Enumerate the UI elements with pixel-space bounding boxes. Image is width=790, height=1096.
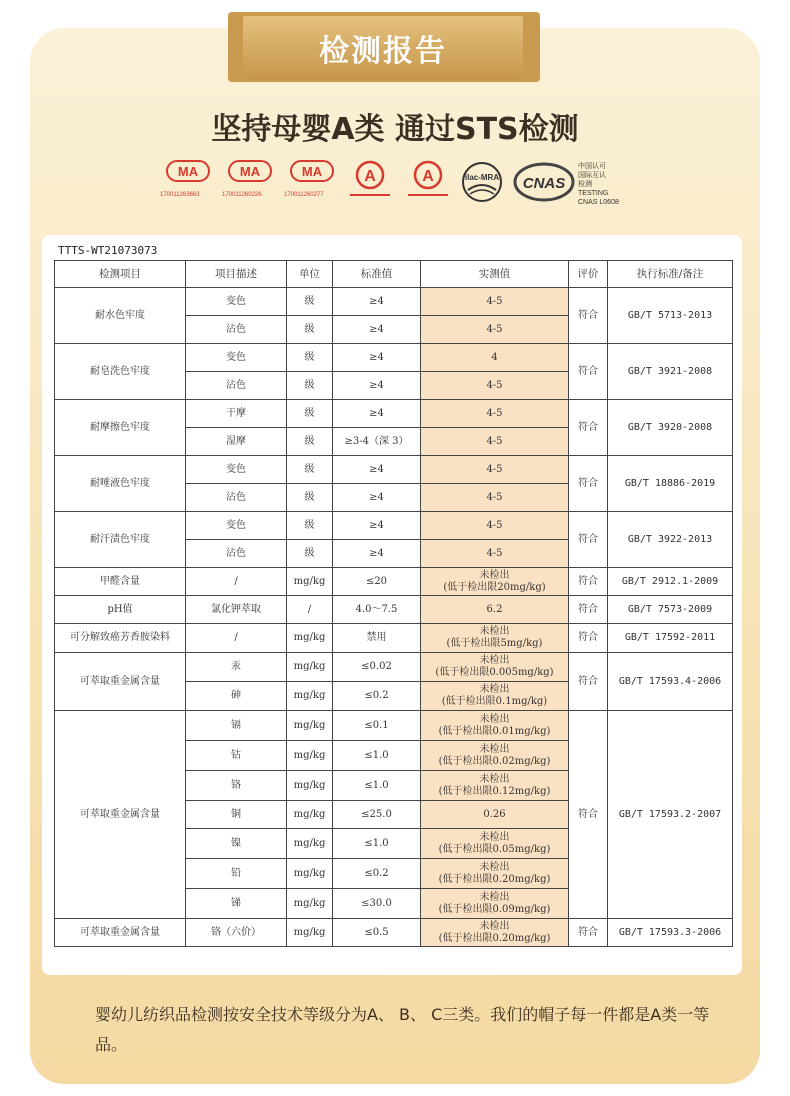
unit-cell: mg/kg — [287, 889, 333, 919]
unit-cell: mg/kg — [287, 653, 333, 682]
standard-value-cell: ≤25.0 — [333, 801, 421, 829]
measured-value-cell: 4-5 — [421, 316, 569, 344]
standard-value-cell: ≥4 — [333, 372, 421, 400]
standard-note-cell: GB/T 2912.1-2009 — [608, 568, 733, 596]
cma-number: 170011260277 — [284, 192, 324, 198]
evaluation-cell: 符合 — [569, 919, 608, 947]
test-item-cell: 可萃取重金属含量 — [55, 919, 186, 947]
certification-logos — [160, 160, 640, 208]
measured-value-cell: 未检出 (低于检出限5mg/kg) — [421, 624, 569, 653]
table-row — [55, 400, 733, 428]
standard-note-cell: GB/T 17593.4-2006 — [608, 653, 733, 711]
standard-value-cell: ≤0.2 — [333, 859, 421, 889]
standard-note-cell: GB/T 17592-2011 — [608, 624, 733, 653]
cma-mark-icon: MA — [228, 160, 272, 182]
unit-cell: / — [287, 596, 333, 624]
cma-mark-icon: MA — [290, 160, 334, 182]
svg-text:ilac-MRA: ilac-MRA — [464, 173, 500, 182]
measured-value-cell: 未检出 (低于检出限20mg/kg) — [421, 568, 569, 596]
table-row — [55, 344, 733, 372]
standard-value-cell: ≥4 — [333, 316, 421, 344]
column-header: 执行标准/备注 — [608, 261, 733, 288]
measured-value-cell: 4-5 — [421, 512, 569, 540]
unit-cell: 级 — [287, 484, 333, 512]
unit-cell: mg/kg — [287, 771, 333, 801]
standard-note-cell: GB/T 18886-2019 — [608, 456, 733, 512]
evaluation-cell: 符合 — [569, 344, 608, 400]
cma-logo — [222, 160, 272, 198]
report-number: TTTS-WT21073073 — [58, 244, 158, 257]
description-cell: 铅 — [186, 859, 287, 889]
standard-value-cell: ≥4 — [333, 540, 421, 568]
unit-cell: mg/kg — [287, 829, 333, 859]
standard-value-cell: ≥4 — [333, 288, 421, 316]
column-header: 实测值 — [421, 261, 569, 288]
description-cell: 砷 — [186, 682, 287, 711]
standard-note-cell: GB/T 3922-2013 — [608, 512, 733, 568]
unit-cell: 级 — [287, 372, 333, 400]
table-row — [55, 512, 733, 540]
evaluation-cell: 符合 — [569, 711, 608, 919]
table-row — [55, 653, 733, 682]
measured-value-cell: 未检出 (低于检出限0.1mg/kg) — [421, 682, 569, 711]
standard-value-cell: ≤0.5 — [333, 919, 421, 947]
measured-value-cell: 未检出 (低于检出限0.005mg/kg) — [421, 653, 569, 682]
test-item-cell: 耐摩擦色牢度 — [55, 400, 186, 456]
description-cell: 沾色 — [186, 316, 287, 344]
measured-value-cell: 未检出 (低于检出限0.02mg/kg) — [421, 741, 569, 771]
evaluation-cell: 符合 — [569, 653, 608, 711]
cnas-logo — [512, 160, 576, 208]
column-header: 项目描述 — [186, 261, 287, 288]
unit-cell: mg/kg — [287, 568, 333, 596]
cma-number: 170011263663 — [160, 192, 200, 198]
evaluation-cell: 符合 — [569, 512, 608, 568]
measured-value-cell: 4-5 — [421, 428, 569, 456]
standard-note-cell: GB/T 3920-2008 — [608, 400, 733, 456]
test-item-cell: 耐皂洗色牢度 — [55, 344, 186, 400]
svg-text:A: A — [364, 168, 376, 185]
standard-value-cell: ≥4 — [333, 512, 421, 540]
unit-cell: 级 — [287, 344, 333, 372]
section-banner: 检测报告 — [243, 16, 523, 80]
test-item-cell: 耐汗渍色牢度 — [55, 512, 186, 568]
measured-value-cell: 4-5 — [421, 484, 569, 512]
standard-value-cell: ≥4 — [333, 456, 421, 484]
measured-value-cell: 未检出 (低于检出限0.01mg/kg) — [421, 711, 569, 741]
evaluation-cell: 符合 — [569, 624, 608, 653]
unit-cell: mg/kg — [287, 859, 333, 889]
measured-value-cell: 4-5 — [421, 400, 569, 428]
column-header: 检测项目 — [55, 261, 186, 288]
table-row — [55, 596, 733, 624]
description-cell: 变色 — [186, 512, 287, 540]
standard-note-cell: GB/T 7573-2009 — [608, 596, 733, 624]
description-cell: 汞 — [186, 653, 287, 682]
standard-value-cell: ≤0.1 — [333, 711, 421, 741]
description-cell: 氯化钾萃取 — [186, 596, 287, 624]
description-cell: 沾色 — [186, 484, 287, 512]
description-cell: / — [186, 568, 287, 596]
unit-cell: 级 — [287, 428, 333, 456]
cal-mark-icon — [346, 160, 394, 202]
measured-value-cell: 0.26 — [421, 801, 569, 829]
test-item-cell: 可萃取重金属含量 — [55, 653, 186, 711]
unit-cell: 级 — [287, 540, 333, 568]
table-row — [55, 456, 733, 484]
unit-cell: 级 — [287, 316, 333, 344]
standard-value-cell: ≤1.0 — [333, 771, 421, 801]
description-cell: 沾色 — [186, 372, 287, 400]
svg-text:A: A — [422, 168, 434, 185]
svg-text:CNAS: CNAS — [522, 175, 566, 192]
standard-note-cell: GB/T 3921-2008 — [608, 344, 733, 400]
table-row — [55, 568, 733, 596]
test-item-cell: 耐水色牢度 — [55, 288, 186, 344]
standard-note-cell: GB/T 17593.3-2006 — [608, 919, 733, 947]
standard-value-cell: ≤1.0 — [333, 741, 421, 771]
standard-value-cell: ≤20 — [333, 568, 421, 596]
measured-value-cell: 4 — [421, 344, 569, 372]
description-cell: 镉 — [186, 711, 287, 741]
standard-value-cell: 4.0～7.5 — [333, 596, 421, 624]
cma-mark-icon: MA — [166, 160, 210, 182]
description-cell: 变色 — [186, 344, 287, 372]
standard-note-cell: GB/T 17593.2-2007 — [608, 711, 733, 919]
standard-value-cell: ≤0.02 — [333, 653, 421, 682]
standard-value-cell: ≥4 — [333, 344, 421, 372]
description-cell: 铜 — [186, 801, 287, 829]
cal-logo — [346, 160, 394, 206]
ilac-logo — [460, 160, 504, 208]
unit-cell: mg/kg — [287, 919, 333, 947]
evaluation-cell: 符合 — [569, 288, 608, 344]
cal-logo — [404, 160, 452, 206]
standard-value-cell: 禁用 — [333, 624, 421, 653]
evaluation-cell: 符合 — [569, 456, 608, 512]
table-row — [55, 288, 733, 316]
cnas-mark-icon — [512, 160, 576, 204]
unit-cell: mg/kg — [287, 801, 333, 829]
table-header-row — [55, 261, 733, 288]
description-cell: 变色 — [186, 456, 287, 484]
cal-mark-icon — [404, 160, 452, 202]
test-item-cell: 耐唾液色牢度 — [55, 456, 186, 512]
test-item-cell: pH值 — [55, 596, 186, 624]
ilac-mra-icon — [460, 160, 504, 204]
table-row — [55, 919, 733, 947]
test-item-cell: 可萃取重金属含量 — [55, 711, 186, 919]
description-cell: 湿摩 — [186, 428, 287, 456]
measured-value-cell: 4-5 — [421, 456, 569, 484]
standard-note-cell: GB/T 5713-2013 — [608, 288, 733, 344]
column-header: 标准值 — [333, 261, 421, 288]
standard-value-cell: ≥4 — [333, 484, 421, 512]
standard-value-cell: ≤30.0 — [333, 889, 421, 919]
cma-logo — [160, 160, 210, 198]
standard-value-cell: ≤1.0 — [333, 829, 421, 859]
description-cell: 干摩 — [186, 400, 287, 428]
standard-value-cell: ≤0.2 — [333, 682, 421, 711]
column-header: 评价 — [569, 261, 608, 288]
unit-cell: 级 — [287, 456, 333, 484]
measured-value-cell: 6.2 — [421, 596, 569, 624]
measured-value-cell: 4-5 — [421, 372, 569, 400]
standard-value-cell: ≥4 — [333, 400, 421, 428]
unit-cell: mg/kg — [287, 624, 333, 653]
cma-number: 170011260226 — [222, 192, 262, 198]
test-item-cell: 甲醛含量 — [55, 568, 186, 596]
evaluation-cell: 符合 — [569, 400, 608, 456]
unit-cell: mg/kg — [287, 682, 333, 711]
measured-value-cell: 4-5 — [421, 288, 569, 316]
measured-value-cell: 4-5 — [421, 540, 569, 568]
footer-note: 婴幼儿纺织品检测按安全技术等级分为A、 B、 C三类。我们的帽子每一件都是A类一等品。 — [95, 1005, 710, 1054]
evaluation-cell: 符合 — [569, 596, 608, 624]
evaluation-cell: 符合 — [569, 568, 608, 596]
description-cell: 变色 — [186, 288, 287, 316]
description-cell: 钴 — [186, 741, 287, 771]
description-cell: 沾色 — [186, 540, 287, 568]
measured-value-cell: 未检出 (低于检出限0.12mg/kg) — [421, 771, 569, 801]
unit-cell: mg/kg — [287, 741, 333, 771]
table-row — [55, 624, 733, 653]
cma-logo — [284, 160, 334, 198]
unit-cell: mg/kg — [287, 711, 333, 741]
column-header: 单位 — [287, 261, 333, 288]
description-cell: 锑 — [186, 889, 287, 919]
description-cell: 铬 — [186, 771, 287, 801]
headline: 坚持母婴A类 通过STS检测 — [211, 112, 579, 147]
description-cell: 铬（六价） — [186, 919, 287, 947]
unit-cell: 级 — [287, 400, 333, 428]
test-item-cell: 可分解致癌芳香胺染料 — [55, 624, 186, 653]
measured-value-cell: 未检出 (低于检出限0.20mg/kg) — [421, 859, 569, 889]
test-report-table — [54, 260, 733, 947]
table-row — [55, 711, 733, 741]
unit-cell: 级 — [287, 288, 333, 316]
cnas-caption: 中国认可 国际互认 检测 TESTING CNAS L0608 — [578, 163, 619, 206]
measured-value-cell: 未检出 (低于检出限0.20mg/kg) — [421, 919, 569, 947]
description-cell: 镍 — [186, 829, 287, 859]
measured-value-cell: 未检出 (低于检出限0.05mg/kg) — [421, 829, 569, 859]
standard-value-cell: ≥3-4（深 3） — [333, 428, 421, 456]
unit-cell: 级 — [287, 512, 333, 540]
description-cell: / — [186, 624, 287, 653]
measured-value-cell: 未检出 (低于检出限0.09mg/kg) — [421, 889, 569, 919]
